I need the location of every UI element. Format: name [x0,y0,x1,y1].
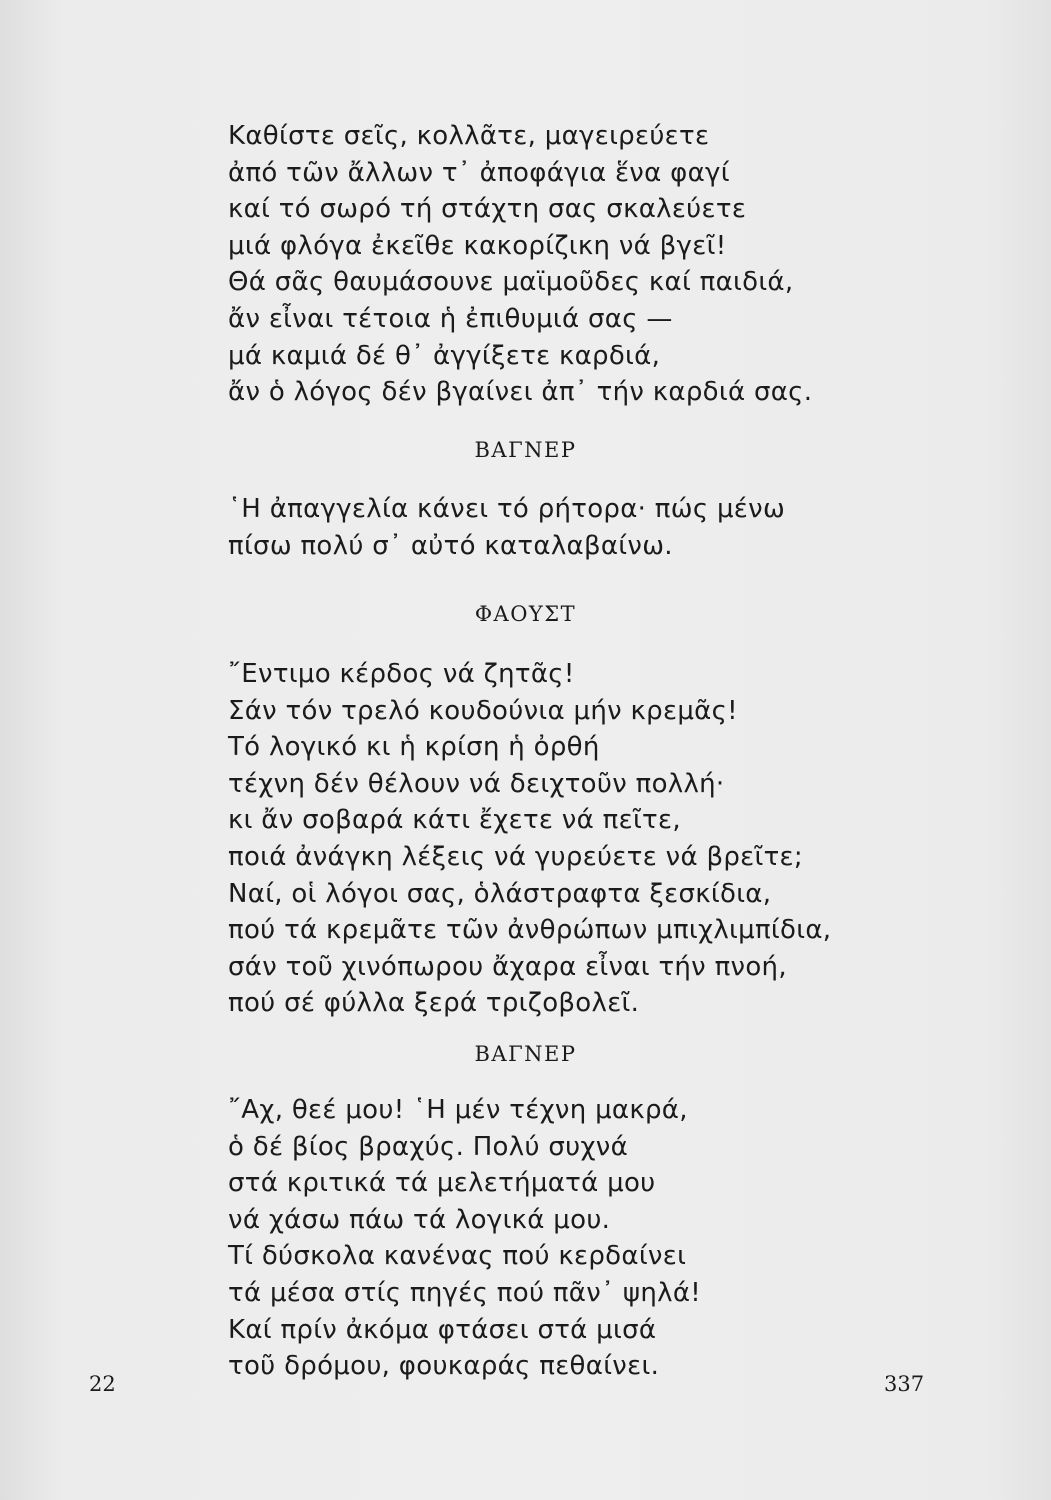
verse-line: ὁ δέ βίος βραχύς. Πολύ συχνά [228,1131,629,1162]
stanza-3 [228,656,831,1022]
speaker-heading: ΦΑΟΥΣΤ [474,602,577,626]
verse-line: τά μέσα στίς πηγές πού πᾶν᾽ ψηλά! [228,1277,702,1308]
verse-line: Καί πρίν ἀκόμα φτάσει στά μισά [228,1314,657,1345]
verse-line: πίσω πολύ σ᾽ αὐτό καταλαβαίνω. [228,530,673,561]
speaker-heading: ΒΑΓΝΕΡ [474,1042,577,1066]
verse-line: ἀπό τῶν ἄλλων τ᾽ ἀποφάγια ἕνα φαγί [228,157,730,188]
verse-line: τοῦ δρόμου, φουκαράς πεθαίνει. [228,1351,660,1382]
verse-line: μά καμιά δέ θ᾽ ἀγγίξετε καρδιά, [228,340,661,371]
verse-line: Ναί, οἱ λόγοι σας, ὁλάστραφτα ξεσκίδια, [228,878,772,909]
verse-line: Καθίστε σεῖς, κολλᾶτε, μαγειρεύετε [228,121,710,151]
verse-line: ποιά ἀνάγκη λέξεις νά γυρεύετε νά βρεῖτε; [228,841,803,872]
stanza-2 [228,491,785,564]
verse-line: Σάν τόν τρελό κουδούνια μήν κρεμᾶς! [228,695,738,726]
verse-line: Θά σᾶς θαυμάσουνε μαϊμοῦδες καί παιδιά, [228,267,794,298]
verse-line: ῎Αχ, θεέ μου! ῾Η μέν τέχνη μακρά, [228,1095,688,1125]
verse-line: πού σέ φύλλα ξερά τριζοβολεῖ. [228,988,640,1019]
verse-line: ῾Η ἀπαγγελία κάνει τό ρήτορα· πώς μένω [228,494,786,524]
stanza-1 [228,118,812,411]
verse-line: ἄν εἶναι τέτοια ἡ ἐπιθυμιά σας — [228,303,673,334]
page-number: 337 [884,1372,925,1396]
verse-line: πού τά κρεμᾶτε τῶν ἀνθρώπων μπιχλιμπίδια, [228,915,832,946]
verse-line: κι ἄν σοβαρά κάτι ἔχετε νά πεῖτε, [228,805,681,836]
verse-line: ῎Εντιμο κέρδος νά ζητᾶς! [228,659,575,689]
verse-line: ἄν ὁ λόγος δέν βγαίνει ἀπ᾽ τήν καρδιά σας. [228,377,813,408]
stanza-4 [228,1092,701,1385]
verse-line: Τί δύσκολα κανένας πού κερδαίνει [228,1241,687,1272]
verse-line: καί τό σωρό τή στάχτη σας σκαλεύετε [228,194,747,225]
signature-mark: 22 [89,1372,116,1396]
speaker-heading: ΒΑΓΝΕΡ [474,438,577,462]
verse-line: σάν τοῦ χινόπωρου ἄχαρα εἶναι τήν πνοή, [228,951,787,982]
verse-line: τέχνη δέν θέλουν νά δειχτοῦν πολλή· [228,768,725,799]
verse-line: νά χάσω πάω τά λογικά μου. [228,1204,611,1235]
verse-line: Τό λογικό κι ἡ κρίση ἡ ὀρθή [228,732,600,763]
verse-line: μιά φλόγα ἐκεῖθε κακορίζικη νά βγεῖ! [228,230,727,261]
verse-line: στά κριτικά τά μελετήματά μου [228,1168,656,1199]
